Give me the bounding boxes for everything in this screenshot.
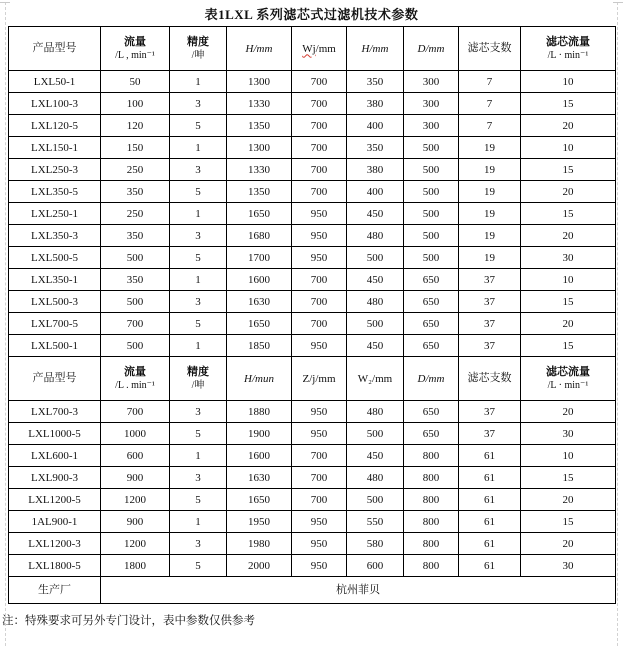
- table-cell: 1880: [227, 401, 292, 423]
- header-row: [9, 357, 616, 401]
- table-cell: 700: [292, 159, 347, 181]
- table-cell: 350: [347, 71, 404, 93]
- table-cell: 950: [292, 401, 347, 423]
- model-cell: LXL500-3: [9, 291, 101, 313]
- table-cell: 400: [347, 181, 404, 203]
- table-cell: 3: [170, 467, 227, 489]
- col-header-w2: W₂/mm: [347, 357, 404, 401]
- table-cell: 600: [347, 555, 404, 577]
- table-cell: 5: [170, 181, 227, 203]
- table-cell: 1700: [227, 247, 292, 269]
- footnote: 注：特殊要求可另外专门设计，表中参数仅供参考: [2, 615, 255, 627]
- table-cell: 500: [347, 247, 404, 269]
- table-cell: 5: [170, 313, 227, 335]
- table-cell: 15: [521, 511, 616, 533]
- table-cell: 550: [347, 511, 404, 533]
- model-cell: LXL1800-5: [9, 555, 101, 577]
- table-cell: 3: [170, 93, 227, 115]
- table-cell: 61: [459, 445, 521, 467]
- table-cell: 480: [347, 467, 404, 489]
- table-cell: 350: [101, 225, 170, 247]
- table-row: [9, 401, 616, 423]
- model-cell: LXL350-1: [9, 269, 101, 291]
- col-header-d: D/mm: [404, 357, 459, 401]
- table-cell: 7: [459, 115, 521, 137]
- spec-table-lower-body: [9, 401, 616, 577]
- table-cell: 300: [404, 115, 459, 137]
- table-cell: 15: [521, 467, 616, 489]
- table-cell: 300: [404, 71, 459, 93]
- table-cell: 1850: [227, 335, 292, 357]
- table-cell: 19: [459, 181, 521, 203]
- table-cell: 1300: [227, 71, 292, 93]
- table-cell: 7: [459, 93, 521, 115]
- table-cell: 20: [521, 181, 616, 203]
- table-cell: 3: [170, 225, 227, 247]
- table-cell: 37: [459, 291, 521, 313]
- table-cell: 500: [101, 247, 170, 269]
- table-cell: 1: [170, 203, 227, 225]
- text-boundary-right: [617, 2, 618, 646]
- table-cell: 800: [404, 555, 459, 577]
- table-cell: 480: [347, 225, 404, 247]
- table-row: [9, 335, 616, 357]
- table-cell: 350: [101, 181, 170, 203]
- table-cell: 150: [101, 137, 170, 159]
- table-row: [9, 423, 616, 445]
- table-cell: 700: [292, 269, 347, 291]
- table-row: [9, 159, 616, 181]
- table-cell: 20: [521, 313, 616, 335]
- table-cell: 800: [404, 445, 459, 467]
- col-header-cartridge-flow: 滤芯流量 /L · min⁻¹: [521, 27, 616, 71]
- table-cell: 450: [347, 335, 404, 357]
- table-row: [9, 291, 616, 313]
- table-cell: 1200: [101, 533, 170, 555]
- table-cell: 650: [404, 335, 459, 357]
- table-cell: 10: [521, 445, 616, 467]
- table-cell: 700: [292, 445, 347, 467]
- table-cell: 250: [101, 159, 170, 181]
- table-cell: 1330: [227, 159, 292, 181]
- table-cell: 650: [404, 269, 459, 291]
- model-cell: LXL250-1: [9, 203, 101, 225]
- table-cell: 3: [170, 401, 227, 423]
- table-cell: 500: [404, 225, 459, 247]
- text-boundary-left: [5, 2, 6, 646]
- table-cell: 19: [459, 159, 521, 181]
- model-cell: LXL600-1: [9, 445, 101, 467]
- table-cell: 1900: [227, 423, 292, 445]
- table-cell: 500: [404, 247, 459, 269]
- table-cell: 700: [292, 467, 347, 489]
- table-row: [9, 489, 616, 511]
- col-header-cartridge-flow: 滤芯流量 /L · min⁻¹: [521, 357, 616, 401]
- col-header-model: 产品型号: [9, 27, 101, 71]
- model-cell: LXL100-3: [9, 93, 101, 115]
- text-boundary-corner-top-left: [0, 2, 10, 3]
- table-cell: 15: [521, 335, 616, 357]
- table-cell: 300: [404, 93, 459, 115]
- producer-value: 杭州菲贝: [101, 577, 616, 604]
- table-cell: 30: [521, 555, 616, 577]
- table-cell: 20: [521, 115, 616, 137]
- table-cell: 10: [521, 269, 616, 291]
- table-row: [9, 511, 616, 533]
- table-cell: 650: [404, 423, 459, 445]
- table-cell: 120: [101, 115, 170, 137]
- table-cell: 37: [459, 313, 521, 335]
- table-cell: 20: [521, 225, 616, 247]
- table-cell: 800: [404, 489, 459, 511]
- table-cell: 950: [292, 555, 347, 577]
- table-cell: 250: [101, 203, 170, 225]
- spellcheck-underline: Wj: [302, 42, 316, 55]
- table-cell: 450: [347, 445, 404, 467]
- table-cell: 950: [292, 533, 347, 555]
- table-cell: 3: [170, 291, 227, 313]
- table-cell: 950: [292, 511, 347, 533]
- table-cell: 380: [347, 93, 404, 115]
- table-cell: 480: [347, 291, 404, 313]
- model-cell: LXL900-3: [9, 467, 101, 489]
- table-cell: 20: [521, 533, 616, 555]
- table-cell: 5: [170, 115, 227, 137]
- table-cell: 500: [101, 335, 170, 357]
- table-cell: 1630: [227, 467, 292, 489]
- table-cell: 400: [347, 115, 404, 137]
- table-cell: 1630: [227, 291, 292, 313]
- model-cell: LXL1200-5: [9, 489, 101, 511]
- table-cell: 1800: [101, 555, 170, 577]
- table-row: [9, 269, 616, 291]
- table-row: [9, 137, 616, 159]
- table-cell: 1980: [227, 533, 292, 555]
- table-cell: 37: [459, 401, 521, 423]
- table-cell: 950: [292, 335, 347, 357]
- table-cell: 500: [404, 137, 459, 159]
- table-cell: 950: [292, 225, 347, 247]
- model-cell: LXL150-1: [9, 137, 101, 159]
- table-cell: 1: [170, 137, 227, 159]
- table-cell: 380: [347, 159, 404, 181]
- table-cell: 600: [101, 445, 170, 467]
- table-cell: 500: [404, 181, 459, 203]
- col-header-h1: H/mm: [227, 27, 292, 71]
- model-cell: LXL500-5: [9, 247, 101, 269]
- table-cell: 10: [521, 71, 616, 93]
- table-row: [9, 203, 616, 225]
- table-cell: 1600: [227, 445, 292, 467]
- table-cell: 37: [459, 335, 521, 357]
- table-cell: 1950: [227, 511, 292, 533]
- table-cell: 700: [292, 93, 347, 115]
- table-cell: 650: [404, 291, 459, 313]
- spec-table-lower: [8, 356, 616, 604]
- table-cell: 950: [292, 247, 347, 269]
- table-title: 表1LXL 系列滤芯式过滤机技术参数: [204, 7, 419, 22]
- table-row: [9, 533, 616, 555]
- col-header-model: 产品型号: [9, 357, 101, 401]
- table-row: [9, 445, 616, 467]
- text-boundary-corner-top-right: [613, 2, 623, 3]
- table-cell: 10: [521, 137, 616, 159]
- producer-label: 生产厂: [9, 577, 101, 604]
- table-row: [9, 115, 616, 137]
- model-cell: LXL50-1: [9, 71, 101, 93]
- table-cell: 15: [521, 93, 616, 115]
- table-cell: 1: [170, 335, 227, 357]
- col-header-flow: 流量 /L , min⁻¹: [101, 27, 170, 71]
- table-row: [9, 93, 616, 115]
- col-header-h1: H/mun: [227, 357, 292, 401]
- table-cell: 5: [170, 247, 227, 269]
- table-cell: 50: [101, 71, 170, 93]
- model-cell: LXL350-3: [9, 225, 101, 247]
- table-cell: 30: [521, 247, 616, 269]
- table-cell: 700: [292, 181, 347, 203]
- table-cell: 1300: [227, 137, 292, 159]
- table-cell: 500: [404, 203, 459, 225]
- table-cell: 37: [459, 423, 521, 445]
- table-cell: 19: [459, 203, 521, 225]
- spec-table-upper-body: [9, 71, 616, 357]
- table-cell: 350: [347, 137, 404, 159]
- header-row: [9, 27, 616, 71]
- table-cell: 700: [292, 71, 347, 93]
- table-row: [9, 467, 616, 489]
- table-row: [9, 181, 616, 203]
- model-cell: LXL1000-5: [9, 423, 101, 445]
- table-cell: 800: [404, 511, 459, 533]
- table-cell: 61: [459, 555, 521, 577]
- table-cell: 480: [347, 401, 404, 423]
- table-cell: 1350: [227, 115, 292, 137]
- table-cell: 19: [459, 137, 521, 159]
- table-cell: 15: [521, 203, 616, 225]
- table-cell: 1680: [227, 225, 292, 247]
- table-row: [9, 225, 616, 247]
- table-cell: 5: [170, 489, 227, 511]
- col-header-cartridge-count: 滤芯支数: [459, 27, 521, 71]
- table-cell: 700: [292, 313, 347, 335]
- producer-row: [9, 577, 616, 604]
- model-cell: LXL350-5: [9, 181, 101, 203]
- table-cell: 800: [404, 467, 459, 489]
- table-cell: 20: [521, 401, 616, 423]
- table-cell: 500: [347, 489, 404, 511]
- table-cell: 3: [170, 159, 227, 181]
- table-cell: 1000: [101, 423, 170, 445]
- table-cell: 3: [170, 533, 227, 555]
- model-cell: LXL120-5: [9, 115, 101, 137]
- table-cell: 2000: [227, 555, 292, 577]
- table-cell: 1: [170, 269, 227, 291]
- table-row: [9, 71, 616, 93]
- table-cell: 700: [101, 401, 170, 423]
- table-cell: 30: [521, 423, 616, 445]
- spec-table-upper: [8, 26, 616, 357]
- table-cell: 450: [347, 203, 404, 225]
- table-cell: 61: [459, 467, 521, 489]
- table-cell: 15: [521, 159, 616, 181]
- table-cell: 700: [292, 489, 347, 511]
- col-header-z: Z/j/mm: [292, 357, 347, 401]
- table-row: [9, 313, 616, 335]
- table-cell: 19: [459, 225, 521, 247]
- table-cell: 950: [292, 203, 347, 225]
- model-cell: LXL700-5: [9, 313, 101, 335]
- model-cell: LXL250-3: [9, 159, 101, 181]
- table-cell: 450: [347, 269, 404, 291]
- table-cell: 1650: [227, 203, 292, 225]
- table-cell: 1: [170, 71, 227, 93]
- table-cell: 700: [292, 115, 347, 137]
- table-cell: 61: [459, 511, 521, 533]
- table-cell: 37: [459, 269, 521, 291]
- table-cell: 700: [101, 313, 170, 335]
- model-cell: 1AL900-1: [9, 511, 101, 533]
- table-cell: 1650: [227, 313, 292, 335]
- table-row: [9, 247, 616, 269]
- table-cell: 100: [101, 93, 170, 115]
- table-cell: 5: [170, 423, 227, 445]
- table-cell: 61: [459, 533, 521, 555]
- table-cell: 5: [170, 555, 227, 577]
- table-cell: 20: [521, 489, 616, 511]
- table-cell: 1200: [101, 489, 170, 511]
- table-cell: 650: [404, 401, 459, 423]
- table-cell: 1650: [227, 489, 292, 511]
- table-cell: 1350: [227, 181, 292, 203]
- table-cell: 900: [101, 467, 170, 489]
- table-cell: 700: [292, 137, 347, 159]
- table-cell: 1: [170, 511, 227, 533]
- col-header-cartridge-count: 滤芯支数: [459, 357, 521, 401]
- table-cell: 500: [347, 313, 404, 335]
- model-cell: LXL1200-3: [9, 533, 101, 555]
- table-cell: 500: [347, 423, 404, 445]
- table-cell: 500: [101, 291, 170, 313]
- table-cell: 1: [170, 445, 227, 467]
- table-cell: 19: [459, 247, 521, 269]
- col-header-d: D/mm: [404, 27, 459, 71]
- table-cell: 1330: [227, 93, 292, 115]
- col-header-flow: 流量 /L . min⁻¹: [101, 357, 170, 401]
- col-header-precision: 精度 /呻: [170, 27, 227, 71]
- table-cell: 7: [459, 71, 521, 93]
- model-cell: LXL500-1: [9, 335, 101, 357]
- table-cell: 15: [521, 291, 616, 313]
- table-cell: 650: [404, 313, 459, 335]
- table-cell: 350: [101, 269, 170, 291]
- table-row: [9, 555, 616, 577]
- model-cell: LXL700-3: [9, 401, 101, 423]
- table-cell: 900: [101, 511, 170, 533]
- table-cell: 950: [292, 423, 347, 445]
- table-cell: 700: [292, 291, 347, 313]
- col-header-h2: H/mm: [347, 27, 404, 71]
- table-cell: 500: [404, 159, 459, 181]
- table-cell: 580: [347, 533, 404, 555]
- table-cell: 1600: [227, 269, 292, 291]
- col-header-w: Wj/mm: [292, 27, 347, 71]
- table-cell: 800: [404, 533, 459, 555]
- table-cell: 61: [459, 489, 521, 511]
- col-header-precision: 精度 /呻: [170, 357, 227, 401]
